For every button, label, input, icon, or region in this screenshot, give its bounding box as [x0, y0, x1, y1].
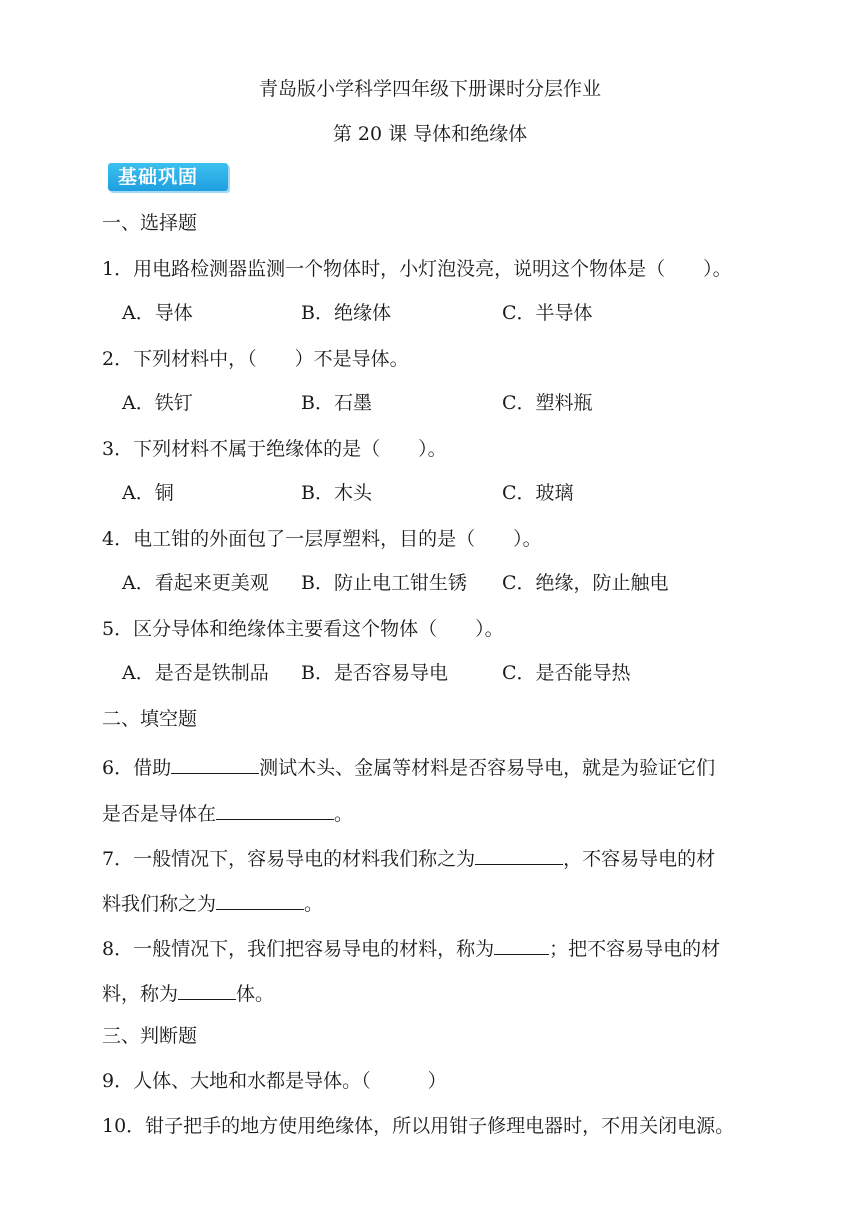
q4-option-b: B．防止电工钳生锈: [301, 572, 467, 594]
q4-option-a: A．看起来更美观: [122, 572, 269, 594]
q7-text-d: 。: [304, 893, 324, 915]
question-2: 2．下列材料中，（ ）不是导体。: [102, 348, 409, 370]
question-8-line-2: [102, 977, 274, 1008]
question-6-line-2: [102, 797, 353, 828]
question-7-line-1: [102, 842, 715, 873]
lesson-title: 第 20 课 导体和绝缘体: [332, 123, 528, 145]
q2-option-c: C．塑料瓶: [502, 392, 593, 414]
q5-option-a: A．是否是铁制品: [122, 662, 269, 684]
question-1: 1．用电路检测器监测一个物体时，小灯泡没亮，说明这个物体是（ ）。: [102, 258, 732, 280]
q6-text-a: 6．借助: [102, 757, 172, 779]
question-5: 5．区分导体和绝缘体主要看这个物体（ ）。: [102, 618, 504, 640]
q7-blank-1[interactable]: [475, 842, 563, 865]
question-3: 3．下列材料不属于绝缘体的是（ ）。: [102, 438, 447, 460]
q6-text-b: 测试木头、金属等材料是否容易导电，就是为验证它们: [259, 757, 716, 779]
q5-option-c: C．是否能导热: [502, 662, 631, 684]
q8-text-b: ；把不容易导电的材: [549, 938, 721, 960]
q1-option-c: C．半导体: [502, 302, 593, 324]
q7-blank-2[interactable]: [216, 887, 304, 910]
q4-option-c: C．绝缘，防止触电: [502, 572, 669, 594]
section-heading-choice: 一、选择题: [102, 212, 198, 234]
q1-option-b: B．绝缘体: [301, 302, 391, 324]
q6-blank-2[interactable]: [216, 797, 334, 820]
question-4: 4．电工钳的外面包了一层厚塑料，目的是（ ）。: [102, 528, 542, 550]
q8-text-a: 8．一般情况下，我们把容易导电的材料，称为: [102, 938, 495, 960]
q7-text-c: 料我们称之为: [102, 893, 217, 915]
q3-option-b: B．木头: [301, 482, 372, 504]
section-badge: [108, 163, 228, 191]
q2-option-b: B．石墨: [301, 392, 372, 414]
q6-text-c: 是否是导体在: [102, 803, 217, 825]
page-title: 青岛版小学科学四年级下册课时分层作业: [258, 78, 601, 100]
question-6-line-1: [102, 751, 715, 782]
q6-text-d: 。: [334, 803, 354, 825]
q3-option-c: C．玻璃: [502, 482, 574, 504]
q8-text-c: 料，称为: [102, 983, 179, 1005]
q8-blank-2[interactable]: [178, 977, 236, 1000]
question-10: 10．钳子把手的地方使用绝缘体，所以用钳子修理电器时，不用关闭电源。: [102, 1115, 735, 1137]
q7-text-b: ，不容易导电的材: [563, 848, 716, 870]
section-badge-label: 基础巩固: [118, 166, 199, 188]
q7-text-a: 7．一般情况下，容易导电的材料我们称之为: [102, 848, 476, 870]
q6-blank-1[interactable]: [171, 751, 259, 774]
question-8-line-1: [102, 932, 720, 963]
section-heading-fill: 二、填空题: [102, 708, 198, 730]
section-heading-judge: 三、判断题: [102, 1025, 198, 1047]
q8-blank-1[interactable]: [494, 932, 549, 955]
q2-option-a: A．铁钉: [122, 392, 193, 414]
question-9: 9．人体、大地和水都是导体。（ ）: [102, 1070, 447, 1092]
q1-option-a: A．导体: [122, 302, 193, 324]
q8-text-d: 体。: [236, 983, 275, 1005]
q5-option-b: B．是否容易导电: [301, 662, 448, 684]
question-7-line-2: [102, 887, 323, 918]
q3-option-a: A．铜: [122, 482, 174, 504]
